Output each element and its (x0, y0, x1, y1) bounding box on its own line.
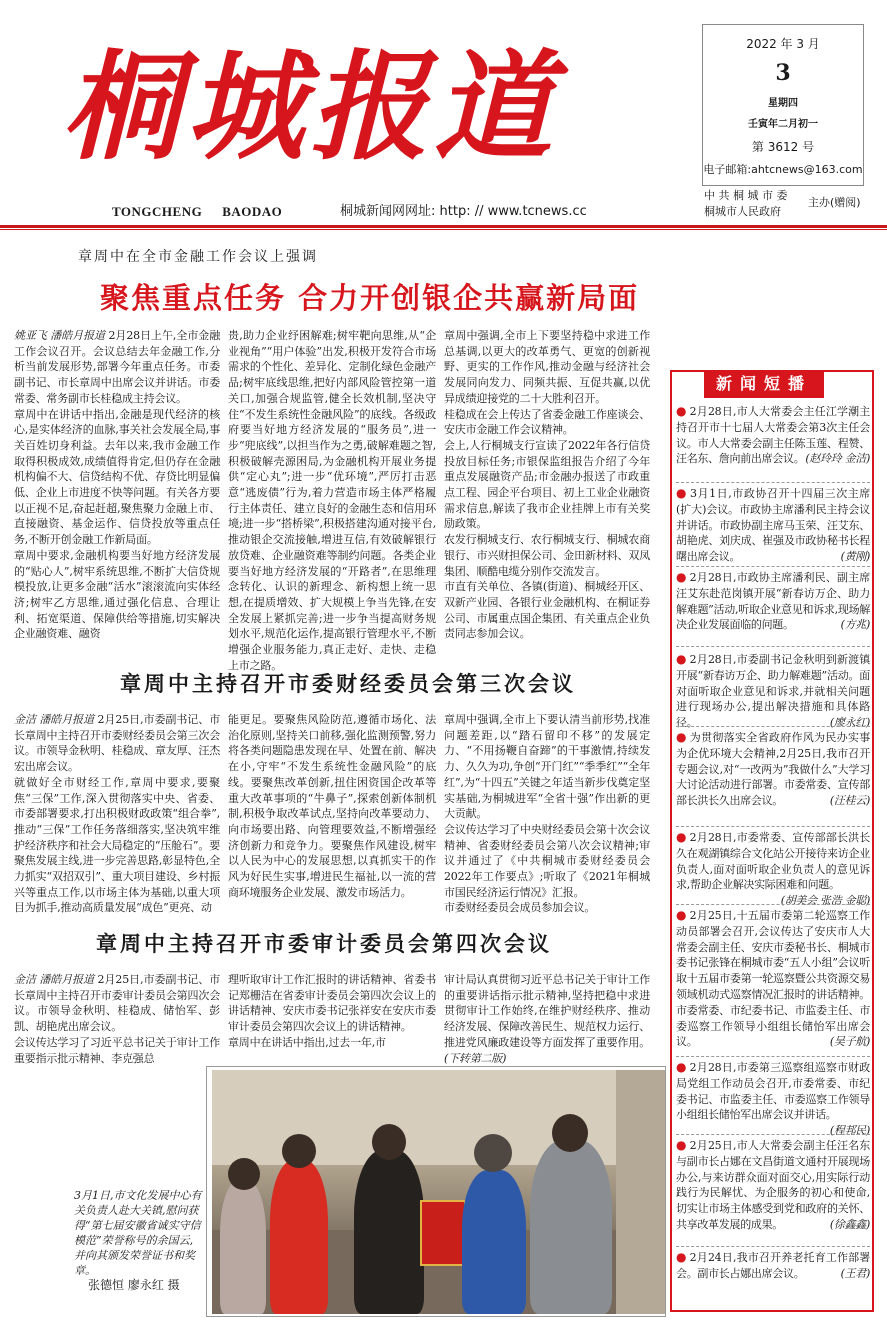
brief-item-3 (676, 570, 870, 633)
story2-headline: 章周中主持召开市委财经委员会第三次会议 (120, 671, 576, 696)
brief-author: (赵玲玲 金洁) (805, 452, 870, 466)
brief-item-1 (676, 404, 870, 467)
story2-text-1: 2月25日,市委副书记、市长章周中主持召开市委财经委员会第三次会议。市领导金秋明、桂稳成、章友厚、汪杰宏出席会议。 就做好全市财经工作,章周中要求,要聚焦“三保”工作,深入贯彻落实中央、省委、市委部署要求,打出积极财政政策“组合拳”,推动“三保”工作任务落细落实,坚决筑牢维护经济秩序和社会大局稳定的“压舱石”。要聚焦发展主线,进一步完善思路,彰显特色,全力抓实“双招双引”、重大项目建设、乡村振兴等重点工作,以市场主体为基础,以重大项目为抓手,推动高质量发展“成色”更亮、动 (14, 713, 220, 915)
bullet-icon: ● (676, 570, 687, 584)
pinyin-tongcheng: TONGCHENG (112, 204, 203, 219)
brief-author: (王君) (840, 1266, 870, 1280)
brief-text: 3月1日,市政协召开十四届三次主席(扩大)会议。市政协主席潘利民主持会议并讲话。市政协副主席马玉荣、汪艾东、胡艳虎、刘庆成、崔强及市政协秘书长程曙出席会议。 (676, 487, 870, 564)
person-1-head (228, 1158, 260, 1190)
lead-text-2: 贵,助力企业纾困解难;树牢靶向思维,从“企业视角”“用户体验”出发,积极开发符合市场需求的个性化、差异化、定制化绿色金融产品;树牢底线思维,把好内部风险管控第一道关口,加强合规监管,健全长效机制,坚决守住“不发生系统性金融风险”的底线。各级政府要当好地方经济发展的“服务员”,进一步“兜底线”,以担当作为之勇,破解难题之智,积极破解壳源困局,为金融机构开展业务提供“定心丸”;进一步“优环境”,严厉打击恶意“逃废债”行为,着力营造市场主体严格履行主体责任、建立良好的金融生态和信用环境;进一步“搭桥梁”,积极搭建沟通对接平台,推动银企交流接触,增进互信,有效破解银行放贷难、企业融资难等制约问题。各类企业要当好地方经济发展的“开路者”,在思维理念转化、认识的新理念、新构想上统一思想,在提质增效、扩大规模上争当先锋,在安全发展上紧抓完善;进一步争当提高财务规划水平,规范化运作,提高银行管理水平,不断增强企业服务能力,真正走好、走快、走稳上市之路。 (228, 329, 436, 672)
date-box (702, 24, 864, 186)
story3-text-2: 理听取审计工作汇报时的讲话精神、省委书记郑栅洁在省委审计委员会第四次会议上的讲话精神、安庆市委书记张祥安在安庆市委审计委员会第四次会议上的讲话精神。 章周中在讲话中指出,过去一年,市 (228, 973, 436, 1049)
person-5-head (552, 1114, 588, 1152)
brief-divider (676, 646, 870, 647)
story3-col-2 (228, 972, 436, 1066)
publisher-gov: 桐城市人民政府 (704, 205, 781, 218)
story3-turn: (下转第二版) (444, 1051, 507, 1065)
brief-divider (676, 1134, 870, 1135)
lead-text-1: 2月28日上午,全市金融工作会议召开。会议总结去年金融工作,分析当前发展形势,部署今年重点任务。市委副书记、市长章周中出席会议并讲话。市委常委、常务副市长桂稳成主持会议。 章周中在讲话中指出,金融是现代经济的核心,是实体经济的血脉,事关社会发展全局,事关百姓切身利益。去年以来,我市金融工作取得积极成效,成绩值得肯定,但仍存在金融机构偏不大、信贷结构不优、存贷比明显偏低、企业上市进度不快等问题。有关各方要以正视不足,奋起赶超,聚焦聚力金融上市、直接融资、基金运作、信贷投放等重点任务,不断开创金融工作新局面。 章周中要求,金融机构要当好地方经济发展的“贴心人”,树牢系统思维,不断扩大信贷规模投放,让更多金融“活水”滚滚流向实体经济;树牢乙方思维,通过强化信息、合理让利、拓宽渠道、保障供给等措施,切实解决企业融资难、融资 (14, 329, 221, 641)
story3-text-3: 审计局认真贯彻习近平总书记关于审计工作的重要讲话指示批示精神,坚持把稳中求进贯彻审计工作始终,在维护财经秩序、推动经济发展、保障改善民生、规范权力运行、推进党风廉政建设等方面发挥了重要作用。 (444, 973, 650, 1049)
bullet-icon: ● (676, 908, 687, 922)
person-3 (354, 1150, 424, 1314)
publisher-tag: 主办(赠阅) (808, 196, 861, 209)
pinyin-baodao: BAODAO (222, 204, 283, 219)
brief-divider (676, 826, 870, 827)
person-4-head (474, 1134, 512, 1172)
bullet-icon: ● (676, 1060, 687, 1074)
date-day: 3 (775, 60, 791, 86)
brief-author: (胡美会 张浩 金聪) (780, 894, 870, 908)
publisher-block (704, 188, 861, 220)
brief-divider (676, 482, 870, 483)
photo-credit: 张德恒 廖永红 摄 (88, 1278, 180, 1292)
person-3-head (372, 1124, 406, 1160)
brief-text: 2月28日,市人大常委会主任江学潮主持召开市十七届人大常委会第3次主任会议。市人大常委会副主任陈玉莲、程赞、汪名东、詹向前出席会议。 (676, 405, 871, 466)
story3-col-1 (14, 972, 220, 1066)
weekday: 星期四 (768, 98, 798, 109)
story2-text-3: 章周中强调,全市上下要认清当前形势,找准问题差距,以“踏石留印不移”的发展定力、“不用扬鞭自奋蹄”的干事激情,持续发力、久久为功,争创“开门红”“季季红”“全年红”,为“十四五”关键之年适当新步伐奠定坚实基础,为桐城进军“全省十强”作出新的更大贡献。 会议传达学习了中央财经委员会第十次会议精神、省委财经委员会第八次会议精神;审议并通过了《中共桐城市委财经委员会2022年工作要点》;听取了《2021年桐城市国民经济运行情况》汇报。 市委财经委员会成员参加会议。 (444, 713, 650, 915)
brief-item-10 (676, 1250, 870, 1282)
certificate (420, 1200, 466, 1266)
brief-item-8 (676, 1060, 870, 1139)
brief-text: 2月28日,市委副书记金秋明到新渡镇开展“新春访万企、助力解难题”活动。面对面听取企业意见和诉求,并就相关问题进行现场办公,提出解决措施和具体路径。 (676, 653, 871, 730)
brief-author: (徐鑫鑫) (829, 1217, 870, 1231)
brief-text: 2月25日,十五届市委第二轮巡察工作动员部署会召开,会议传达了安庆市人大常委会副主任、安庆市委秘书长、桐城市委书记张锋在桐城市委“五人小组”会议听取十五届市委第一轮巡察暨公共资源交易领域机动式巡察情况汇报时的讲话精神。市委常委、市纪委书记、市监委主任、市委巡察工作领导小组组长储怡军出席会议。 (676, 909, 871, 1049)
brief-item-7 (676, 908, 870, 1050)
person-5 (530, 1140, 612, 1314)
brief-item-4 (676, 652, 870, 731)
bullet-icon: ● (676, 652, 687, 666)
bullet-icon: ● (676, 486, 688, 500)
news-photo (212, 1070, 665, 1314)
brief-text: 2月28日,市委常委、宣传部部长洪长久在观湖镇综合文化站公开接待来访企业负责人,面对面听取企业负责人的意见诉求,帮助企业解决实际困难和问题。 (676, 831, 871, 892)
lead-headline: 聚焦重点任务 合力开创银企共赢新局面 (100, 281, 640, 315)
story2-byline: 金洁 潘皓月报道 (14, 713, 95, 726)
brief-text: 2月28日,市委第三巡察组巡察市财政局党组工作动员会召开,市委常委、市纪委书记、市监委主任、市委巡察工作领导小组组长储怡军出席会议并讲话。 (676, 1061, 871, 1122)
bullet-icon: ● (676, 830, 687, 844)
masthead-rule (0, 225, 887, 228)
masthead-rule-thin (0, 229, 887, 230)
brief-text: 2月28日,市政协主席潘利民、副主席汪艾东赴范岗镇开展“新春访万企、助力解难题”活动,听取企业意见和诉求,现场解决企业发展面临的问题。 (676, 571, 871, 632)
lead-col-1 (14, 328, 220, 642)
bullet-icon: ● (676, 404, 687, 418)
person-1 (220, 1180, 266, 1314)
masthead-logo: 桐城报道 (62, 37, 559, 176)
brief-divider (676, 1246, 870, 1247)
lead-byline: 姚亚飞 潘皓月报道 (14, 329, 106, 342)
website-line: 桐城新闻网网址: http: // www.tcnews.cc (340, 204, 587, 219)
brief-divider (676, 566, 870, 567)
brief-author: (程邦民) (829, 1124, 870, 1138)
story3-text-1: 2月25日,市委副书记、市长章周中主持召开市委审计委员会第四次会议。市领导金秋明、桂稳成、储怡军、彭凯、胡艳虎出席会议。 会议传达学习了习近平总书记关于审计工作重要指示批示精神、李克强总 (14, 973, 220, 1065)
brief-text: 2月24日,我市召开养老托育工作部署会。副市长占娜出席会议。 (676, 1251, 871, 1280)
masthead-pinyin (112, 204, 302, 220)
brief-text: 2月25日,市人大常委会副主任汪名东与副市长占娜在文昌街道文通村开展现场办公,与来访群众面对面交心,用实际行动践行为民解忧、为企服务的初心和使命,切实让市场主体感受到党和政府的关怀、共享改革发展的成果。 (676, 1139, 871, 1231)
brief-divider (676, 726, 870, 727)
person-2-head (282, 1134, 316, 1168)
person-2 (270, 1160, 328, 1314)
email: 电子邮箱:ahtcnews@163.com (703, 163, 863, 176)
brief-author: (汪桂云) (829, 794, 870, 808)
lunar-date: 壬寅年二月初一 (748, 119, 818, 130)
brief-author: (方兆) (840, 618, 870, 632)
story3-headline: 章周中主持召开市委审计委员会第四次会议 (96, 931, 552, 956)
bullet-icon: ● (676, 1138, 687, 1152)
story2-col-3 (444, 712, 650, 922)
brief-author: (黄刚) (840, 550, 870, 564)
lead-kicker: 章周中在全市金融工作会议上强调 (78, 249, 318, 265)
brief-divider (676, 1056, 870, 1057)
brief-item-5 (676, 730, 870, 809)
bullet-icon: ● (676, 730, 687, 744)
story3-byline: 金洁 潘皓月报道 (14, 973, 95, 986)
news-brief-title: 新闻短播 (704, 370, 824, 398)
brief-item-9 (676, 1138, 870, 1233)
date-month: 2022 年 3 月 (746, 37, 820, 51)
brief-item-6 (676, 830, 870, 909)
lead-col-2 (228, 328, 436, 672)
bullet-icon: ● (676, 1250, 687, 1264)
lead-col-3 (444, 328, 650, 642)
photo-caption: 3月1日,市文化发展中心有关负责人赴大关镇,慰问获得“第七届安徽省诚实守信模范”荣誉称号的余国云,并向其颁发荣誉证书和奖章。 (74, 1189, 202, 1277)
brief-item-2 (676, 486, 870, 565)
story2-text-2: 能更足。要聚焦风险防范,遵循市场化、法治化原则,坚持关口前移,强化监测预警,努力将各类问题隐患发现在早、处置在前、解决在小,守牢“不发生系统性金融风险”的底线。要聚焦改革创新,扭住困资国企改革等重大改革事项的“牛鼻子”,探索创新体制机制,积极争取改革试点,坚持向改革要动力、向市场要出路、向管理要效益,不断增强经济创新力和竞争力。要聚焦作风建设,树牢以人民为中心的发展思想,以真抓实干的作风为好民生实事,增进民生福祉,以一流的营商环境服务企业发展、激发市场活力。 (228, 713, 436, 899)
brief-text: 为贯彻落实全省政府作风为民办实事为企优环境大会精神,2月25日,我市召开专题会议,对“一改两为”我做什么”大学习大讨论活动进行部署。市委常委、宣传部部长洪长久出席会议。 (676, 731, 871, 808)
person-4 (462, 1170, 526, 1314)
story2-col-1 (14, 712, 220, 922)
brief-divider (676, 904, 870, 905)
lead-text-3: 章周中强调,全市上下要坚持稳中求进工作总基调,以更大的改革勇气、更宽的创新视野、更实的工作作风,推动金融与经济社会发展同向发力、同频共振、互促共赢,以优异成绩迎接党的二十大胜利召开。 桂稳成在会上传达了省委金融工作座谈会、安庆市金融工作会议精神。 会上,人行桐城支行宣读了2022年各行信贷投放目标任务;市银保监组报告介绍了今年重点发展融资产品;市金融办报送了市政重点工程、园企平台项目、初上工业企业融资需求信息,解读了我市企业挂牌上市有关奖励政策。 农发行桐城支行、农行桐城支行、桐城农商银行、市兴财担保公司、金田新材料、双凤集团、顺酷电缆分别作交流发言。 市直有关单位、各镇(街道)、桐城经开区、双新产业园、各银行业金融机构、在桐证券公司、市属重点国企集团、有关重点企业负责同志参加会议。 (444, 329, 650, 641)
brief-author: (吴子航) (829, 1035, 870, 1049)
story3-col-3 (444, 972, 650, 1066)
issue-number: 第 3612 号 (751, 140, 815, 154)
story2-col-2 (228, 712, 436, 922)
photo-door (616, 1070, 665, 1314)
brief-author: (廖永红) (829, 716, 870, 730)
publisher-party: 中 共 桐 城 市 委 (704, 189, 788, 202)
